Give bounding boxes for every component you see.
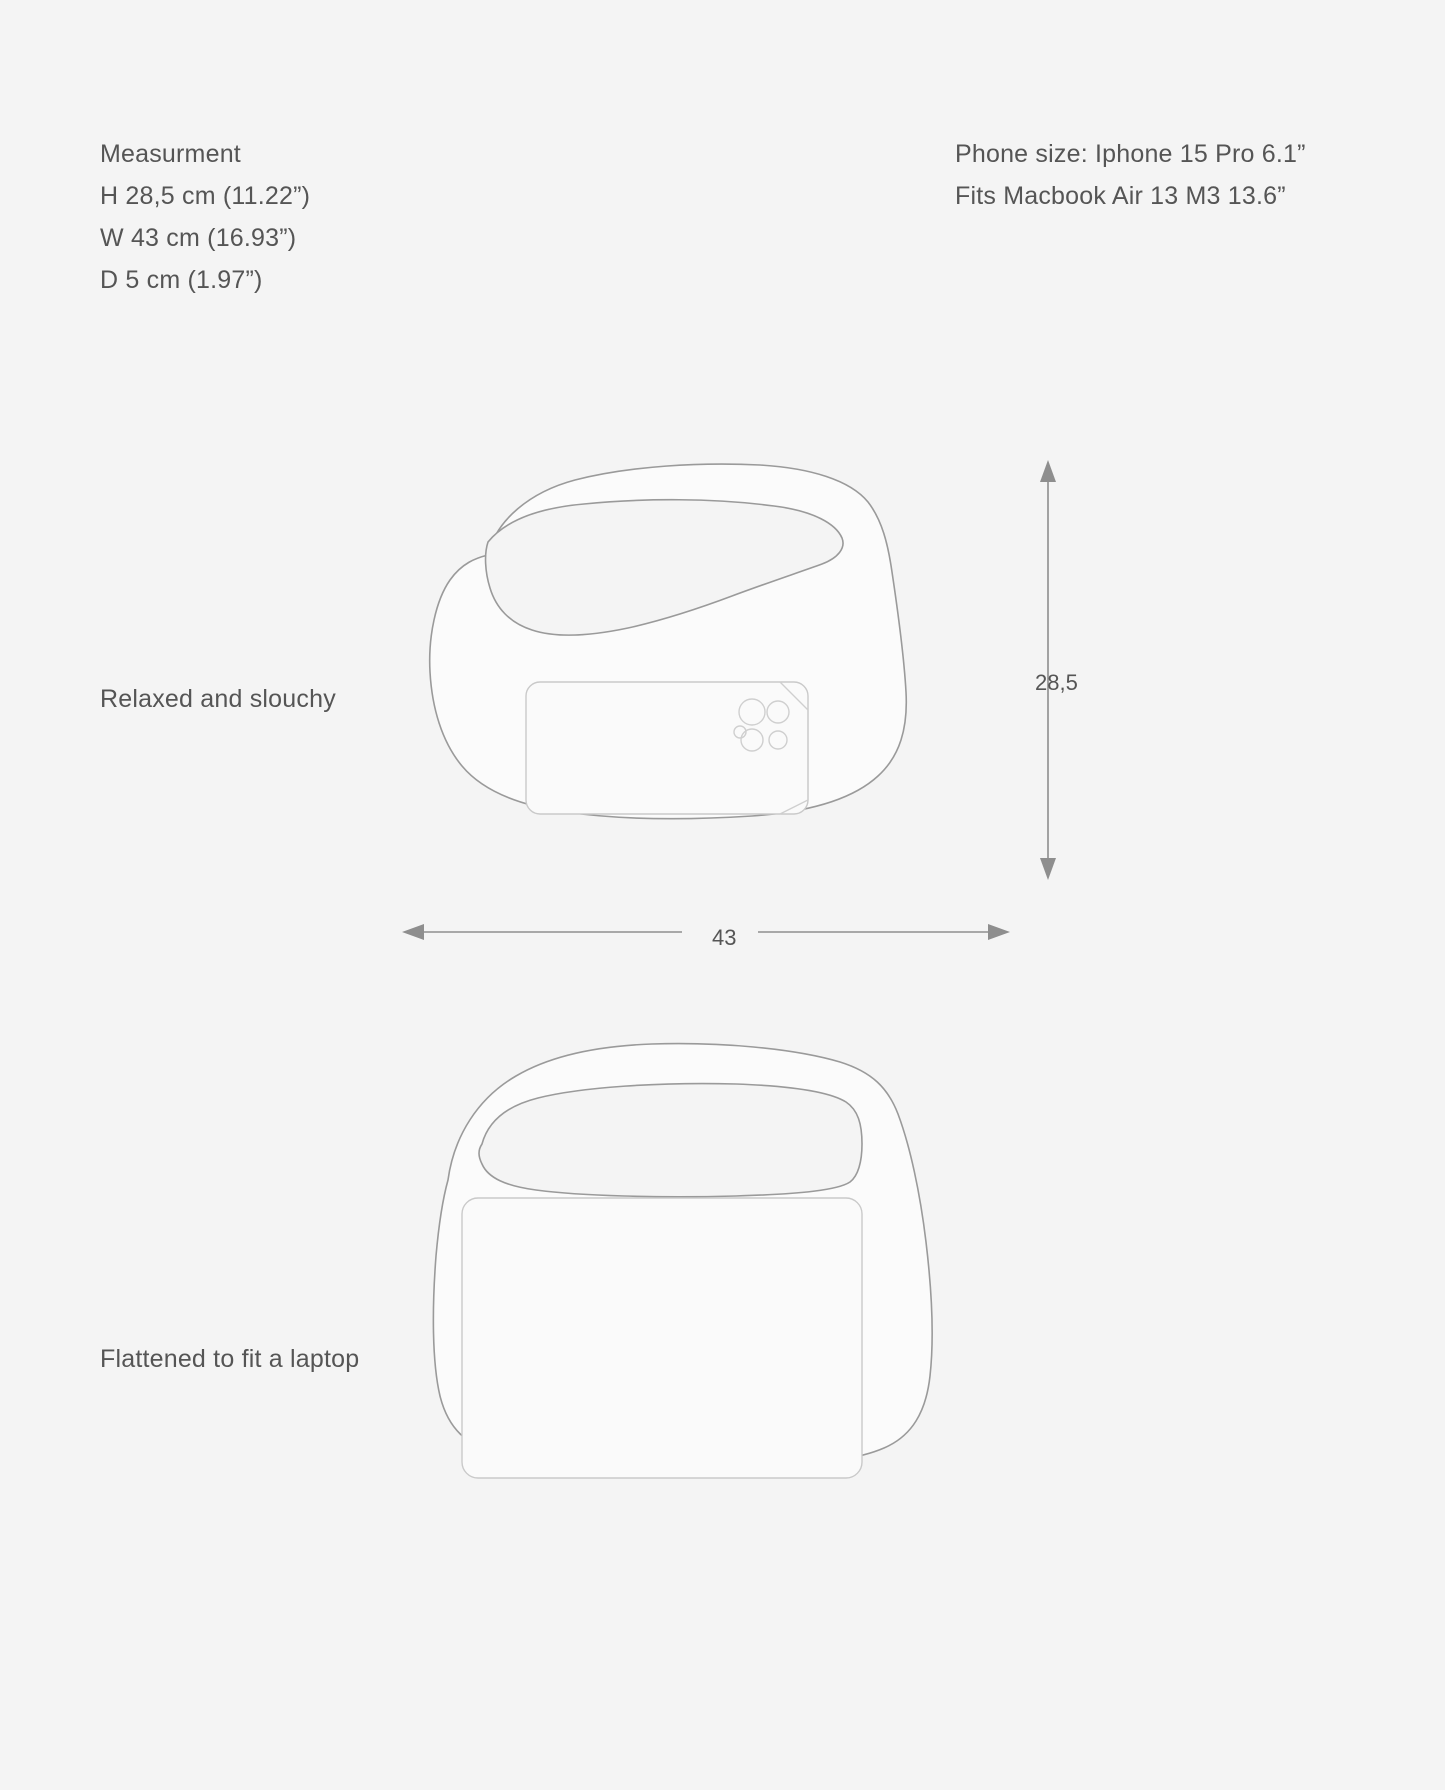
measurement-line-width: W 43 cm (16.93”) (100, 224, 297, 252)
laptop-mockup (462, 1198, 862, 1478)
fit-line-phone: Phone size: Iphone 15 Pro 6.1” (955, 140, 1306, 168)
measurement-spec-block (100, 133, 310, 301)
fit-spec-block (955, 133, 1306, 217)
illustration-flattened-bag (420, 1040, 1040, 1510)
measurement-line-height: H 28,5 cm (11.22”) (100, 182, 311, 210)
illustration-relaxed-bag (400, 460, 980, 880)
measurement-title: Measurment (100, 140, 241, 168)
bag-handle-flattened (479, 1084, 862, 1197)
width-arrow (402, 924, 1010, 940)
fit-line-laptop: Fits Macbook Air 13 M3 13.6” (955, 182, 1286, 210)
caption-flattened: Flattened to fit a laptop (100, 1345, 360, 1373)
phone-mockup (526, 682, 808, 814)
measurement-line-depth: D 5 cm (1.97”) (100, 266, 263, 294)
dimension-width-label: 43 (712, 925, 737, 950)
dimension-height-label: 28,5 (1035, 670, 1078, 695)
caption-relaxed: Relaxed and slouchy (100, 685, 336, 713)
